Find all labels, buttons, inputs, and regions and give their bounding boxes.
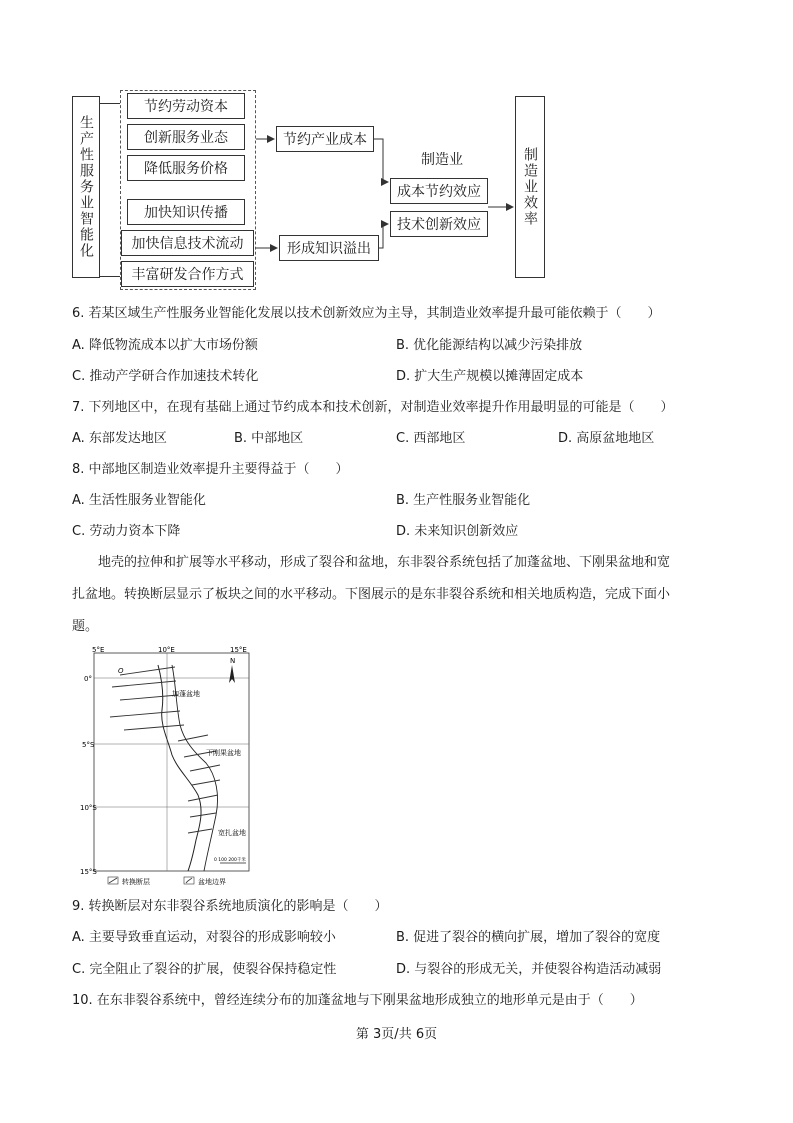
passage-line-3: 题。 bbox=[72, 619, 99, 634]
map-basin-kwanza: 宽扎盆地 bbox=[218, 829, 246, 837]
q8-option-c: C. 劳动力资本下降 bbox=[72, 524, 181, 539]
flow-item-2: 创新服务业态 bbox=[127, 124, 245, 150]
q9-stem: 9. 转换断层对东非裂谷系统地质演化的影响是（ ） bbox=[72, 899, 388, 914]
q7-option-a: A. 东部发达地区 bbox=[72, 431, 167, 446]
q10-stem: 10. 在东非裂谷系统中，曾经连续分布的加蓬盆地与下刚果盆地形成独立的地形单元是由于（ ） bbox=[72, 993, 643, 1008]
flow-manufacturing-title: 制造业 bbox=[421, 152, 463, 168]
map-lat-10: 10°S bbox=[80, 804, 97, 812]
q6-option-b: B. 优化能源结构以减少污染排放 bbox=[396, 338, 583, 353]
q7-option-c: C. 西部地区 bbox=[396, 431, 466, 446]
q6-option-d: D. 扩大生产规模以摊薄固定成本 bbox=[396, 369, 584, 384]
map-lat-0: 0° bbox=[84, 675, 92, 683]
passage-line-2: 扎盆地。转换断层显示了板块之间的水平移动。下图展示的是东非裂谷系统和相关地质构造，完成下面小 bbox=[72, 587, 671, 602]
flow-arrows bbox=[0, 0, 793, 300]
flow-effect-cost: 成本节约效应 bbox=[390, 178, 488, 204]
flow-right-label: 制造业效率 bbox=[515, 96, 545, 278]
page-number: 第 3页/共 6页 bbox=[355, 1027, 438, 1042]
rift-map bbox=[80, 645, 260, 890]
q9-option-d: D. 与裂谷的形成无关，并使裂谷构造活动减弱 bbox=[396, 962, 662, 977]
q9-option-b: B. 促进了裂谷的横向扩展，增加了裂谷的宽度 bbox=[396, 930, 661, 945]
map-ocean: O bbox=[118, 667, 124, 675]
q7-stem: 7. 下列地区中，在现有基础上通过节约成本和技术创新，对制造业效率提升作用最明显的可能是（ ） bbox=[72, 400, 674, 415]
map-basin-gabon: 加蓬盆地 bbox=[172, 690, 200, 698]
map-legend-basin: 盆地边界 bbox=[198, 878, 226, 886]
flow-item-3: 降低服务价格 bbox=[127, 155, 245, 181]
map-frame bbox=[94, 653, 249, 871]
flow-item-6: 丰富研发合作方式 bbox=[121, 261, 254, 287]
q8-stem: 8. 中部地区制造业效率提升主要得益于（ ） bbox=[72, 462, 349, 477]
map-lon-5: 5°E bbox=[92, 646, 105, 654]
flow-item-1: 节约劳动资本 bbox=[127, 93, 245, 119]
map-north: N bbox=[230, 657, 236, 665]
q6-option-a: A. 降低物流成本以扩大市场份额 bbox=[72, 338, 258, 353]
map-legend-fault: 转换断层 bbox=[122, 878, 150, 886]
q9-option-c: C. 完全阻止了裂谷的扩展，使裂谷保持稳定性 bbox=[72, 962, 337, 977]
q6-option-c: C. 推动产学研合作加速技术转化 bbox=[72, 369, 259, 384]
passage-line-1: 地壳的拉伸和扩展等水平移动，形成了裂谷和盆地，东非裂谷系统包括了加蓬盆地、下刚果盆地和宽 bbox=[98, 555, 671, 570]
q6-stem: 6. 若某区域生产性服务业智能化发展以技术创新效应为主导，其制造业效率提升最可能依赖于（ ） bbox=[72, 306, 661, 321]
q9-option-a: A. 主要导致垂直运动，对裂谷的形成影响较小 bbox=[72, 930, 336, 945]
q7-option-d: D. 高原盆地地区 bbox=[558, 431, 655, 446]
flow-knowledge-box: 形成知识溢出 bbox=[279, 235, 379, 261]
q7-option-b: B. 中部地区 bbox=[234, 431, 304, 446]
map-lon-10: 10°E bbox=[158, 646, 175, 654]
map-scale: 0 100 200千米 bbox=[214, 858, 246, 863]
q8-option-d: D. 未来知识创新效应 bbox=[396, 524, 519, 539]
flow-effect-tech: 技术创新效应 bbox=[390, 211, 488, 237]
flow-item-4: 加快知识传播 bbox=[127, 199, 245, 225]
flow-left-label: 生产性服务业智能化 bbox=[72, 96, 100, 278]
flow-cost-box: 节约产业成本 bbox=[276, 126, 374, 152]
map-lat-5: 5°S bbox=[82, 741, 95, 749]
map-lat-15: 15°S bbox=[80, 868, 97, 876]
flow-item-5: 加快信息技术流动 bbox=[121, 230, 254, 256]
q8-option-a: A. 生活性服务业智能化 bbox=[72, 493, 206, 508]
map-basin-lower-congo: 下刚果盆地 bbox=[206, 749, 241, 757]
q8-option-b: B. 生产性服务业智能化 bbox=[396, 493, 531, 508]
map-lon-15: 15°E bbox=[230, 646, 247, 654]
